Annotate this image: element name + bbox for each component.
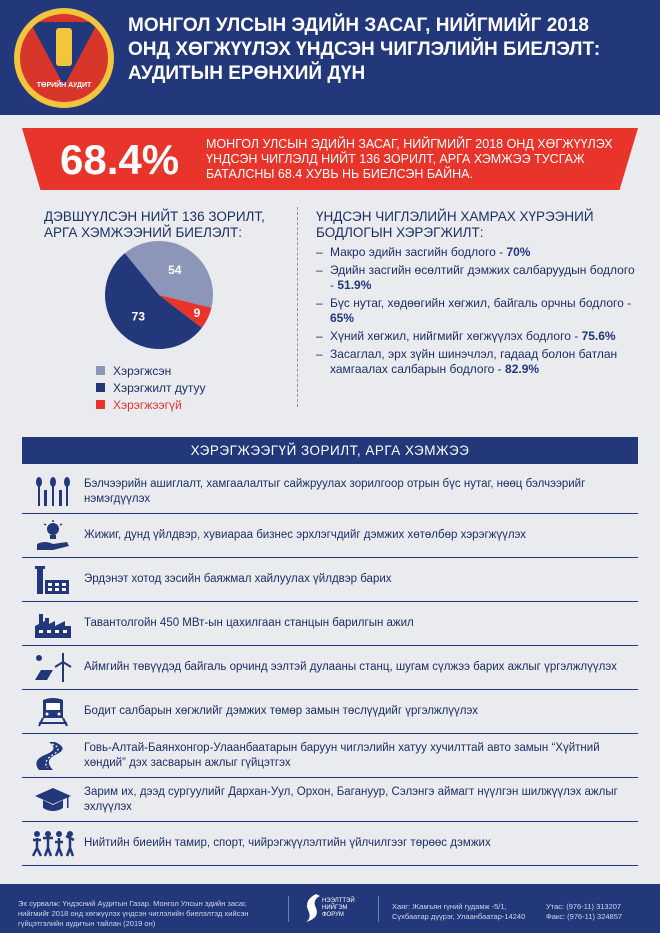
chart-legend xyxy=(96,362,206,413)
row-text: Эрдэнэт хотод зэсийн баяжмал хайлуулах үйлдвэр барих xyxy=(84,573,392,585)
row-text: Нийтийн биеийн тамир, спорт, чийрэгжүүлэлтийн үйлчилгээг төрөөс дэмжих xyxy=(84,837,491,849)
legend-item-not-done xyxy=(96,396,206,413)
road-icon xyxy=(22,736,84,776)
policy-title: ҮНДСЭН ЧИГЛЭЛИЙН ХАМРАХ ХҮРЭЭНИЙ БОДЛОГЫН ХЭРЭГЖИЛТ: xyxy=(316,209,594,240)
title-line-2: ОНД ХӨГЖҮҮЛЭХ ҮНДСЭН ЧИГЛЭЛИЙН БИЕЛЭЛТ: xyxy=(128,39,601,60)
policy-item-text: Макро эдийн засгийн бодлого - xyxy=(330,245,507,259)
footer-divider xyxy=(288,896,289,922)
pie-data-label: 9 xyxy=(193,306,201,321)
footer-address: Хаяг: Жамъян гүний гудамж -5/1, Сүхбаатар дүүрэг, Улаанбаатар-14240 xyxy=(392,902,526,921)
row-text: Зарим их, дээд сургуулийг Дархан-Уул, Орхон, Багануур, Сэлэнгэ аймагт нүүлгэн шилжүүлэх ажлыг эхлүүлэх xyxy=(84,785,618,813)
unfulfilled-row xyxy=(22,778,638,822)
logo-text: ТӨРИЙН АУДИТ xyxy=(36,82,92,89)
legend-label-not-done: Хэрэгжээгүй xyxy=(113,397,182,412)
footer-contacts xyxy=(546,902,656,922)
row-text: Аймгийн төвүүдэд байгаль орчинд ээлтэй дулааны станц, шугам сүлжээ барих ажлыг үргэлжлүүлэх xyxy=(84,661,617,673)
footer xyxy=(0,884,660,933)
title-line-1: МОНГОЛ УЛСЫН ЭДИЙН ЗАСАГ, НИЙГМИЙГ 2018 xyxy=(128,15,589,36)
business-idea-icon xyxy=(22,516,84,556)
factory-icon xyxy=(22,560,84,600)
title-line-3: АУДИТЫН ЕРӨНХИЙ ДҮН xyxy=(128,63,366,84)
unfulfilled-row xyxy=(22,822,638,866)
agriculture-icon xyxy=(22,472,84,512)
chart-title: ДЭВШҮҮЛСЭН НИЙТ 136 ЗОРИЛТ, АРГА ХЭМЖЭЭНИЙ БИЕЛЭЛТ: xyxy=(44,209,265,240)
legend-item-done xyxy=(96,362,206,379)
audit-logo xyxy=(14,8,114,108)
policy-item-value: 70% xyxy=(506,245,531,259)
policy-item-text: Эдийн засгийн өсөлтийг дэмжих салбаруудын бодлого - xyxy=(330,263,635,292)
unfulfilled-row xyxy=(22,558,638,602)
unfulfilled-row xyxy=(22,514,638,558)
policy-item: – Хүний хөгжил, нийгмийг хөгжүүлэх бодлого - 75.6% xyxy=(316,329,616,343)
policy-item: – Засаглал, эрх зүйн шинэчлэл, гадаад болон батлан хамгаалах салбарын бодлого - 82.9% xyxy=(316,347,618,376)
legend-swatch-partial xyxy=(96,383,105,392)
policy-item-text: Бүс нутаг, хөдөөгийн хөгжил, байгаль орчны бодлого - xyxy=(330,296,632,310)
row-text: Бодит салбарын хөгжлийг дэмжих төмөр замын төслүүдийг үргэлжлүүлэх xyxy=(84,705,479,717)
row-text: Бэлчээрийн ашиглалт, хамгаалалтыг сайжруулах зорилгоор отрын бүс нутаг, нөөц бэлчээрийг нэмэгдүүлэх xyxy=(84,477,586,505)
sports-icon xyxy=(22,824,84,864)
row-text: Говь-Алтай-Баянхонгор-Улаанбаатарын баруун чиглэлийн хатуу хучилттай авто замын “Хүйтний хөндий” дэх засварын ажлыг гүйцэтгэх xyxy=(84,741,600,769)
policy-item-value: 51.9% xyxy=(337,278,372,292)
power-plant-icon xyxy=(22,604,84,644)
policy-item: – Эдийн засгийн өсөлтийг дэмжих салбаруудын бодлого - 51.9% xyxy=(316,263,635,292)
footer-fax: Факс: (976-11) 324857 xyxy=(546,912,623,921)
legend-label-partial: Хэрэгжилт дутуу xyxy=(113,380,206,395)
legend-swatch-done xyxy=(96,366,105,375)
policy-item-value: 82.9% xyxy=(505,362,540,376)
forum-logo-text: НЭЭЛТТЭЙ НИЙГЭМ ФОРУМ xyxy=(322,898,355,918)
policy-item-text: Хүний хөгжил, нийгмийг хөгжүүлэх бодлого - xyxy=(330,329,582,343)
row-text: Жижиг, дунд үйлдвэр, хувиараа бизнес эрхлэгчдийг дэмжих хөтөлбөр хэрэгжүүлэх xyxy=(84,529,527,541)
unfulfilled-list xyxy=(22,470,638,866)
policy-item: – Макро эдийн засгийн бодлого - 70% xyxy=(316,245,531,259)
unfulfilled-row xyxy=(22,602,638,646)
highlight-percent: 68.4% xyxy=(60,136,180,183)
header xyxy=(0,0,660,115)
unfulfilled-row xyxy=(22,470,638,514)
unfulfilled-row xyxy=(22,734,638,778)
footer-divider xyxy=(378,896,379,922)
footer-phone: Утас: (976-11) 313207 xyxy=(546,902,622,911)
row-text: Тавантолгойн 450 МВт-ын цахилгаан станцын барилгын ажил xyxy=(84,617,414,629)
policy-item-text: Засаглал, эрх зүйн шинэчлэл, гадаад болон батлан хамгаалах салбарын бодлого - xyxy=(330,347,618,376)
legend-item-partial xyxy=(96,379,206,396)
pie-data-label: 54 xyxy=(168,262,182,277)
page-title xyxy=(128,14,648,86)
soyombo-icon xyxy=(56,28,72,66)
policy-item-value: 75.6% xyxy=(581,329,616,343)
pie-data-label: 73 xyxy=(131,309,146,324)
footer-source: Эх сурвалж: Үндэсний Аудитын Газар. Монгол Улсын эдийн засаг, нийгмийг 2018 онд хөгжүүлэх үндсэн чиглэлийн биелэлтэд хийсэн гүйцэтгэлийн аудитын тайлан (2019 он) xyxy=(18,899,249,928)
graduation-cap-icon xyxy=(22,780,84,820)
train-icon xyxy=(22,692,84,732)
policy-item: – Бүс нутаг, хөдөөгийн хөгжил, байгаль орчны бодлого - 65% xyxy=(316,296,632,325)
policy-item-value: 65% xyxy=(330,311,355,325)
policy-list xyxy=(316,245,636,380)
section-divider xyxy=(297,207,298,407)
unfulfilled-row xyxy=(22,646,638,690)
pie-chart xyxy=(104,240,214,350)
legend-label-done: Хэрэгжсэн xyxy=(113,363,172,378)
renewable-energy-icon xyxy=(22,648,84,688)
highlight-text: МОНГОЛ УЛСЫН ЭДИЙН ЗАСАГ, НИЙГМИЙГ 2018 ОНД ХӨГЖҮҮЛЭХ ҮНДСЭН ЧИГЛЭЛД НИЙТ 136 ЗОРИЛТ, АРГА ХЭМЖЭЭ ТУСГАЖ БАТАЛСНЫ 68.4 ХУВЬ НЬ БИЕЛСЭН БАЙНА. xyxy=(206,137,613,181)
pie-svg xyxy=(104,240,214,350)
legend-swatch-not-done xyxy=(96,400,105,409)
unfulfilled-row xyxy=(22,690,638,734)
unfulfilled-band: ХЭРЭГЖЭЭГҮЙ ЗОРИЛТ, АРГА ХЭМЖЭЭ xyxy=(22,437,638,464)
